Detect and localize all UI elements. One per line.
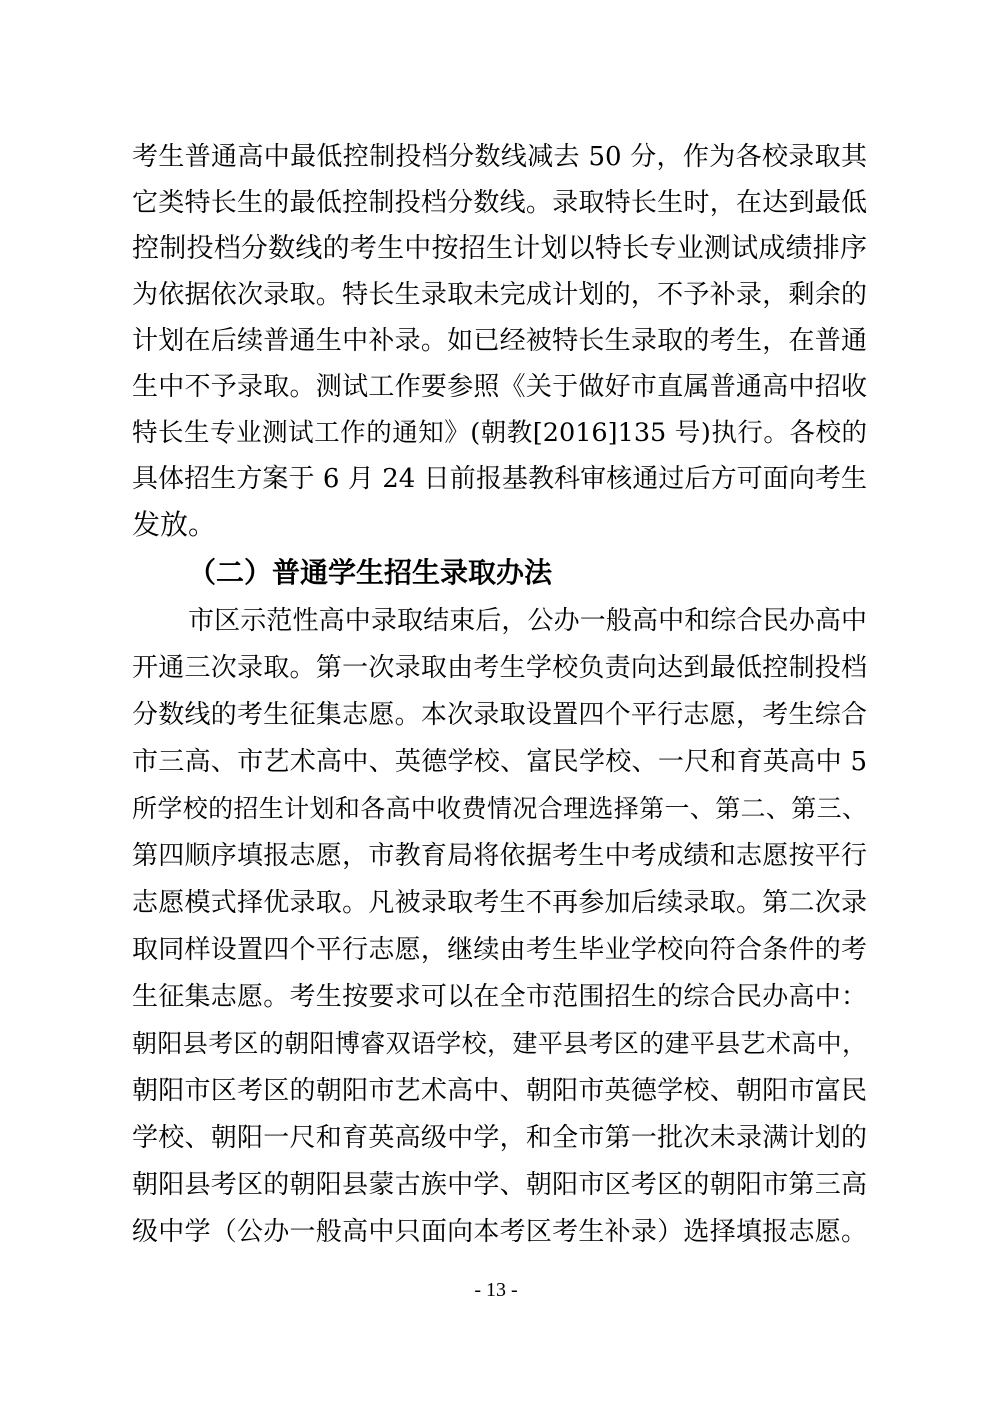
paragraph-1-line-8: 具体招生方案于 6 月 24 日前报基教科审核通过后方可面向考生 (132, 464, 867, 494)
paragraph-1-line-9: 发放。 (132, 508, 217, 541)
paragraph-1-line-4: 为依据依次录取。特长生录取未完成计划的，不予补录，剩余的 (132, 280, 867, 310)
paragraph-2-line-11: 朝阳市区考区的朝阳市艺术高中、朝阳市英德学校、朝阳市富民 (132, 1076, 867, 1106)
paragraph-1-line-5: 计划在后续普通生中补录。如已经被特长生录取的考生，在普通 (132, 326, 867, 356)
paragraph-2-line-6: 第四顺序填报志愿，市教育局将依据考生中考成绩和志愿按平行 (132, 841, 867, 871)
paragraph-2-line-5: 所学校的招生计划和各高中收费情况合理选择第一、第二、第三、 (132, 794, 867, 823)
paragraph-2-line-13: 朝阳县考区的朝阳县蒙古族中学、朝阳市区考区的朝阳市第三高 (132, 1170, 867, 1200)
section-heading: （二）普通学生招生录取办法 (188, 556, 553, 589)
paragraph-2-line-8: 取同样设置四个平行志愿，继续由考生毕业学校向符合条件的考 (132, 935, 867, 965)
paragraph-1-line-2: 它类特长生的最低控制投档分数线。录取特长生时，在达到最低 (132, 188, 867, 218)
paragraph-2-line-3: 分数线的考生征集志愿。本次录取设置四个平行志愿，考生综合 (132, 700, 867, 730)
paragraph-2-line-7: 志愿模式择优录取。凡被录取考生不再参加后续录取。第二次录 (132, 888, 867, 918)
paragraph-1-line-1: 考生普通高中最低控制投档分数线减去 50 分，作为各校录取其 (132, 142, 867, 172)
paragraph-1-line-7: 特长生专业测试工作的通知》(朝教[2016]135 号)执行。各校的 (132, 418, 867, 448)
paragraph-1-line-3: 控制投档分数线的考生中按招生计划以特长专业测试成绩排序 (132, 233, 867, 264)
paragraph-1-line-6: 生中不予录取。测试工作要参照《关于做好市直属普通高中招收 (132, 372, 867, 402)
paragraph-2-line-12: 学校、朝阳一尺和育英高级中学，和全市第一批次未录满计划的 (132, 1123, 867, 1153)
paragraph-2-line-2: 开通三次录取。第一次录取由考生学校负责向达到最低控制投档 (132, 653, 867, 683)
paragraph-2-line-14: 级中学（公办一般高中只面向本考区考生补录）选择填报志愿。 (132, 1217, 867, 1247)
paragraph-2-line-4: 市三高、市艺术高中、英德学校、富民学校、一尺和育英高中 5 (132, 747, 867, 777)
paragraph-2-line-10: 朝阳县考区的朝阳博睿双语学校，建平县考区的建平县艺术高中， (132, 1029, 867, 1058)
paragraph-2-line-1: 市区示范性高中录取结束后，公办一般高中和综合民办高中 (188, 606, 867, 636)
page-number: - 13 - (474, 1279, 518, 1301)
paragraph-2-line-9: 生征集志愿。考生按要求可以在全市范围招生的综合民办高中： (132, 982, 867, 1012)
